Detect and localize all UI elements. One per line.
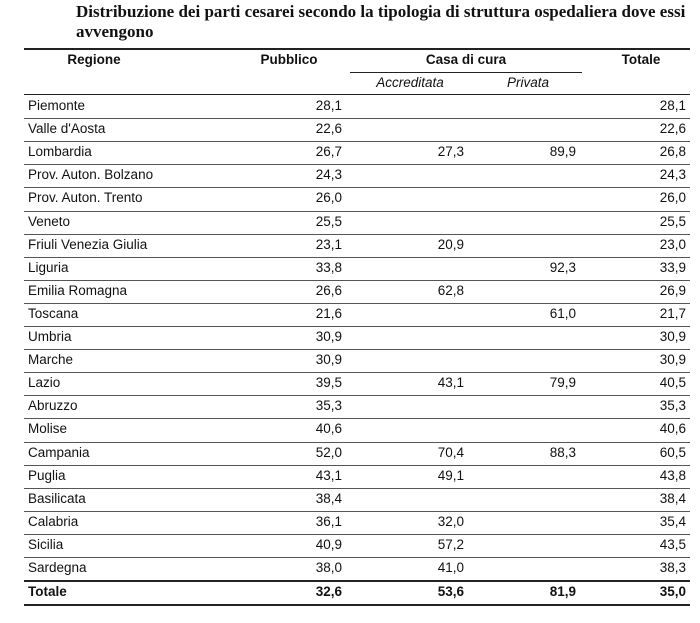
cell-pubblico: 23,1 — [315, 236, 342, 252]
cell-pubblico: 39,5 — [315, 375, 342, 391]
top-rule — [24, 48, 690, 50]
row-separator — [24, 118, 690, 119]
cell-privata: 92,3 — [549, 259, 576, 275]
cell-privata: 79,9 — [549, 375, 576, 391]
cell-totale: 38,4 — [659, 490, 686, 506]
cell-pubblico: 35,3 — [315, 398, 342, 414]
cell-totale: 26,9 — [659, 282, 686, 298]
header-casa-di-cura: Casa di cura — [425, 52, 507, 67]
row-separator — [24, 303, 690, 304]
cell-accreditata: 32,0 — [437, 513, 464, 529]
cell-pubblico: 25,5 — [315, 213, 342, 229]
row-separator — [24, 326, 690, 327]
cell-pubblico: 22,6 — [315, 121, 342, 137]
bottom-rule — [24, 604, 690, 606]
cell-totale: 60,5 — [659, 444, 686, 460]
cell-totale: 43,8 — [659, 467, 686, 483]
cell-pubblico: 26,6 — [315, 282, 342, 298]
cell-pubblico: 26,0 — [315, 190, 342, 206]
cell-regione: Lazio — [28, 375, 61, 391]
header-pubblico: Pubblico — [260, 52, 318, 67]
cell-regione: Basilicata — [28, 490, 86, 506]
total-pubblico: 32,6 — [315, 584, 342, 600]
table-title: Distribuzione dei parti cesarei secondo la tipologia di struttura ospedaliera dove essi avvengono — [76, 2, 686, 41]
cell-accreditata: 57,2 — [437, 536, 464, 552]
cell-pubblico: 40,6 — [315, 421, 342, 437]
cell-totale: 21,7 — [659, 305, 686, 321]
cell-pubblico: 36,1 — [315, 513, 342, 529]
total-totale: 35,0 — [659, 584, 686, 600]
cell-totale: 24,3 — [659, 167, 686, 183]
cell-totale: 30,9 — [659, 352, 686, 368]
cell-totale: 38,3 — [659, 560, 686, 575]
row-separator — [24, 442, 690, 443]
cell-pubblico: 38,0 — [315, 560, 342, 575]
cell-totale: 23,0 — [659, 236, 686, 252]
cell-totale: 35,3 — [659, 398, 686, 414]
cell-pubblico: 33,8 — [315, 259, 342, 275]
cell-regione: Veneto — [28, 213, 71, 229]
cell-regione: Toscana — [28, 305, 79, 321]
cell-regione: Umbria — [28, 329, 72, 344]
cell-pubblico: 21,6 — [315, 305, 342, 321]
cell-regione: Prov. Auton. Bolzano — [28, 167, 154, 183]
cell-accreditata: 62,8 — [437, 282, 464, 298]
row-separator — [24, 164, 690, 165]
subheader-rule — [350, 72, 582, 73]
cell-accreditata: 27,3 — [437, 144, 464, 160]
cell-regione: Molise — [28, 421, 68, 437]
header-privata: Privata — [506, 75, 550, 90]
cell-accreditata: 43,1 — [437, 375, 464, 391]
cell-totale: 28,1 — [659, 98, 686, 113]
cell-regione: Lombardia — [28, 144, 92, 160]
cell-privata: 89,9 — [549, 144, 576, 160]
cell-totale: 40,5 — [659, 375, 686, 391]
total-privata: 81,9 — [549, 584, 576, 600]
cell-accreditata: 20,9 — [437, 236, 464, 252]
header-regione: Regione — [67, 52, 121, 67]
cell-totale: 26,8 — [659, 144, 686, 160]
row-separator — [24, 211, 690, 212]
cell-totale: 22,6 — [659, 121, 686, 137]
cell-regione: Valle d'Aosta — [28, 121, 106, 137]
header-accreditata: Accreditata — [376, 75, 444, 90]
row-separator — [24, 349, 690, 350]
cell-regione: Marche — [28, 352, 74, 368]
cell-regione: Piemonte — [28, 98, 86, 113]
total-rule — [24, 580, 690, 582]
row-separator — [24, 465, 690, 466]
row-separator — [24, 141, 690, 142]
row-separator — [24, 534, 690, 535]
cell-accreditata: 41,0 — [437, 560, 464, 575]
cell-pubblico: 24,3 — [315, 167, 342, 183]
row-separator — [24, 372, 690, 373]
cell-totale: 30,9 — [659, 329, 686, 344]
cell-regione: Calabria — [28, 513, 79, 529]
cell-pubblico: 30,9 — [315, 352, 342, 368]
cell-regione: Sicilia — [28, 536, 64, 552]
row-separator — [24, 418, 690, 419]
cell-totale: 43,5 — [659, 536, 686, 552]
cell-accreditata: 70,4 — [437, 444, 464, 460]
cell-regione: Emilia Romagna — [28, 282, 128, 298]
cell-regione: Prov. Auton. Trento — [28, 190, 143, 206]
cell-totale: 26,0 — [659, 190, 686, 206]
cell-privata: 61,0 — [549, 305, 576, 321]
cell-pubblico: 43,1 — [315, 467, 342, 483]
cell-regione: Campania — [28, 444, 90, 460]
cell-pubblico: 52,0 — [315, 444, 342, 460]
row-separator — [24, 488, 690, 489]
cell-totale: 40,6 — [659, 421, 686, 437]
cell-pubblico: 40,9 — [315, 536, 342, 552]
cell-totale: 35,4 — [659, 513, 686, 529]
cell-regione: Friuli Venezia Giulia — [28, 236, 148, 252]
row-separator — [24, 557, 690, 558]
cell-pubblico: 30,9 — [315, 329, 342, 344]
cell-regione: Sardegna — [28, 560, 87, 575]
row-separator — [24, 511, 690, 512]
cell-regione: Liguria — [28, 259, 69, 275]
cell-pubblico: 38,4 — [315, 490, 342, 506]
cell-totale: 25,5 — [659, 213, 686, 229]
header-totale: Totale — [621, 52, 661, 67]
cell-accreditata: 49,1 — [437, 467, 464, 483]
total-regione: Totale — [28, 584, 67, 600]
row-separator — [24, 280, 690, 281]
row-separator — [24, 187, 690, 188]
row-separator — [24, 395, 690, 396]
row-separator — [24, 257, 690, 258]
total-accreditata: 53,6 — [437, 584, 464, 600]
cell-regione: Puglia — [28, 467, 66, 483]
cell-pubblico: 28,1 — [315, 98, 342, 113]
header-bottom-rule — [24, 94, 690, 95]
cell-totale: 33,9 — [659, 259, 686, 275]
row-separator — [24, 234, 690, 235]
cell-pubblico: 26,7 — [315, 144, 342, 160]
cell-regione: Abruzzo — [28, 398, 78, 414]
cell-privata: 88,3 — [549, 444, 576, 460]
